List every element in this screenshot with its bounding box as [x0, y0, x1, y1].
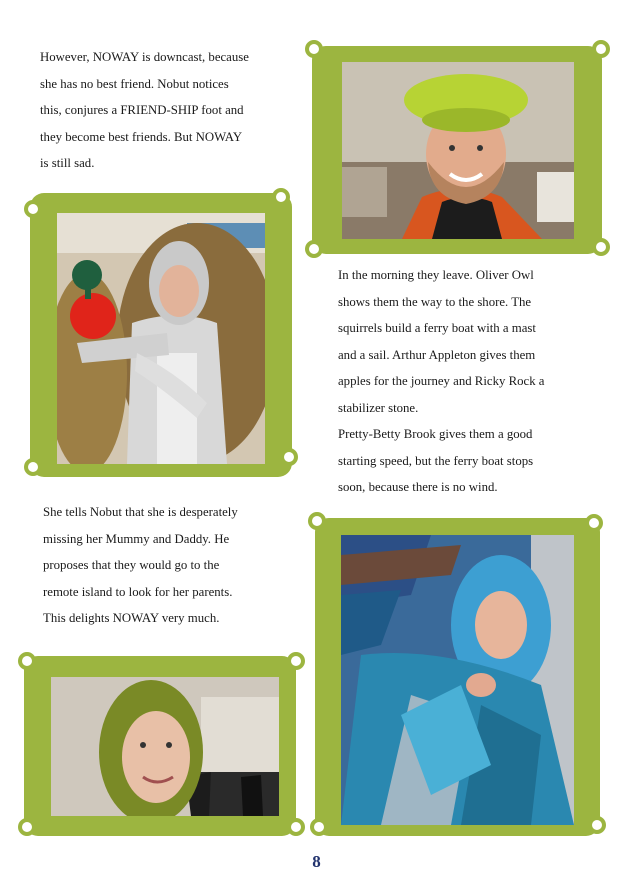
- story-paragraph-downcast: [40, 44, 290, 177]
- frame-curl-ornament: [280, 448, 298, 466]
- frame-curl-ornament: [305, 240, 323, 258]
- frame-curl-ornament: [592, 40, 610, 58]
- frame-curl-ornament: [24, 458, 42, 476]
- text-line: She tells Nobut that she is desperately: [43, 505, 238, 519]
- text-line: soon, because there is no wind.: [338, 480, 498, 494]
- text-line: squirrels build a ferry boat with a mast: [338, 321, 536, 335]
- frame-curl-ornament: [18, 818, 36, 836]
- photo-hedgehog-with-apple: [57, 213, 265, 464]
- photo-blue-wig-actor: [341, 535, 574, 825]
- text-line: and a sail. Arthur Appleton gives them: [338, 347, 536, 362]
- frame-curl-ornament: [287, 652, 305, 670]
- frame-curl-ornament: [310, 818, 328, 836]
- text-line: starting speed, but the ferry boat stops: [338, 453, 534, 468]
- text-line: stabilizer stone.: [338, 400, 419, 415]
- photo-green-beret-actor: [342, 62, 574, 239]
- story-paragraph-missing-parents: [43, 499, 293, 632]
- story-paragraph-journey: [338, 262, 600, 501]
- frame-curl-ornament: [287, 818, 305, 836]
- text-line: this, conjures a FRIEND-SHIP foot and: [40, 103, 244, 117]
- text-line: In the morning they leave. Oliver Owl: [338, 268, 534, 282]
- frame-curl-ornament: [272, 188, 290, 206]
- text-line: they become best friends. But NOWAY: [40, 129, 243, 144]
- frame-curl-ornament: [24, 200, 42, 218]
- text-line: proposes that they would go to the: [43, 558, 220, 572]
- text-line: is still sad.: [40, 156, 95, 170]
- frame-curl-ornament: [305, 40, 323, 58]
- text-line: missing her Mummy and Daddy. He: [43, 531, 230, 546]
- text-line: Pretty-Betty Brook gives them a good: [338, 427, 533, 441]
- frame-curl-ornament: [18, 652, 36, 670]
- text-line: she has no best friend. Nobut notices: [40, 76, 229, 91]
- text-line: However, NOWAY is downcast, because: [40, 50, 249, 64]
- page-number: 8: [312, 852, 321, 871]
- frame-curl-ornament: [308, 512, 326, 530]
- text-line: remote island to look for her parents.: [43, 584, 233, 599]
- frame-curl-ornament: [592, 238, 610, 256]
- text-line: This delights NOWAY very much.: [43, 611, 220, 625]
- frame-curl-ornament: [588, 816, 606, 834]
- text-line: shows them the way to the shore. The: [338, 294, 532, 309]
- text-line: apples for the journey and Ricky Rock a: [338, 374, 545, 388]
- photo-green-hood-actor: [51, 677, 279, 816]
- frame-curl-ornament: [585, 514, 603, 532]
